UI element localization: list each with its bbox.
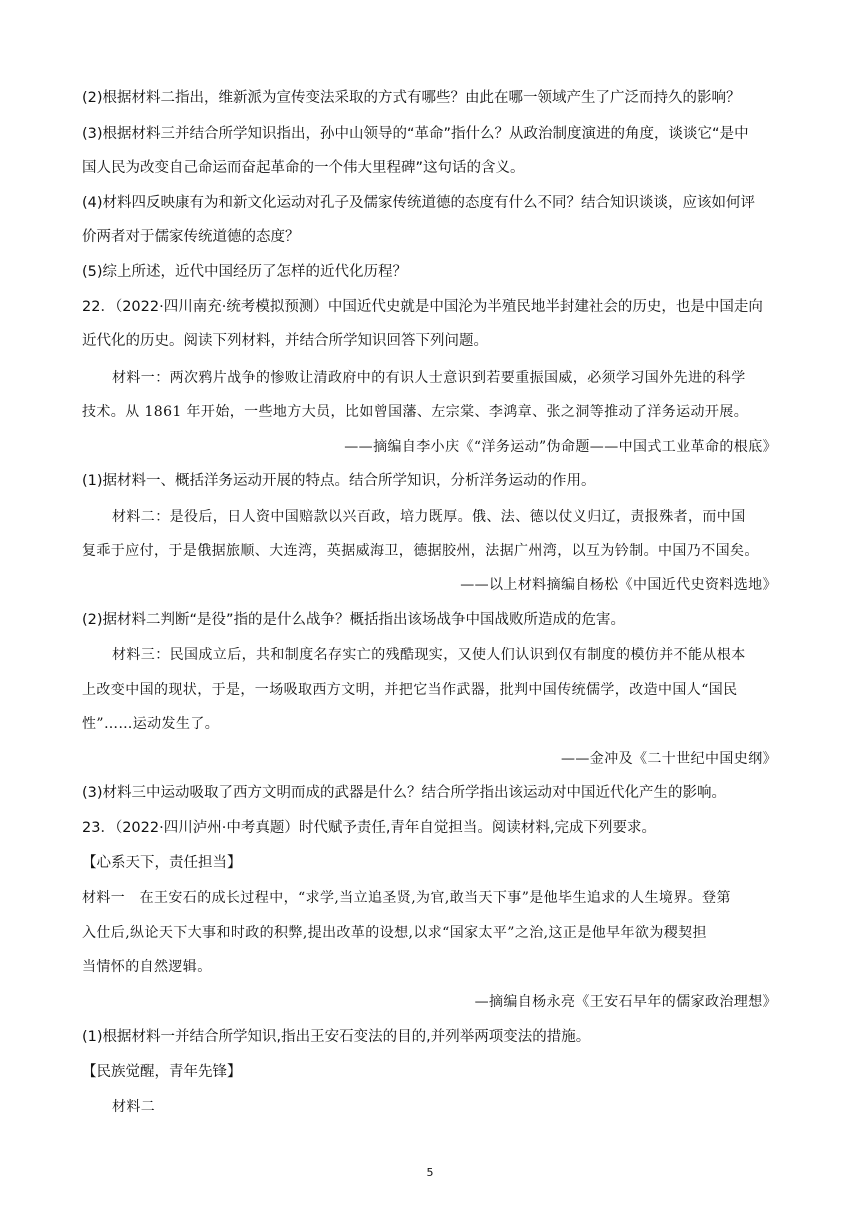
- section-heading: 【民族觉醒，青年先锋】: [82, 1064, 242, 1080]
- page-number: 5: [426, 1166, 434, 1179]
- question-line: (5)综上所述，近代中国经历了怎样的近代化历程？: [82, 264, 408, 280]
- material-text: 性”……运动发生了。: [82, 716, 220, 732]
- question-line: (3)根据材料三并结合所学知识指出，孙中山领导的“革命”指什么？从政治制度演进的角度，谈谈它“是中: [82, 126, 749, 142]
- question-heading: 22．（2022·四川南充·统考模拟预测）中国近代史就是中国沦为半殖民地半封建社会的历史，也是中国走向: [82, 299, 763, 315]
- material-label: 材料二: [112, 1099, 156, 1115]
- material-text: 材料二：是役后，日人资中国赔款以兴百政，培力既厚。俄、法、德以仗义归辽，责报殊者，而中国: [112, 509, 746, 525]
- question-line: (2)据材料二判断“是役”指的是什么战争？概括指出该场战争中国战败所造成的危害。: [82, 612, 626, 628]
- material-text: 技术。从 1861 年开始，一些地方大员，比如曾国藩、左宗棠、李鸿章、张之洞等推动了洋务运动开展。: [82, 404, 749, 420]
- question-heading: 23．（2022·四川泸州·中考真题）时代赋予责任,青年自觉担当。阅读材料,完成下列要求。: [82, 820, 657, 836]
- material-text: 材料一 在王安石的成长过程中，“求学,当立追圣贤,为官,敢当天下事”是他毕生追求的人生境界。登第: [82, 890, 731, 906]
- material-text: 当情怀的自然逻辑。: [82, 959, 212, 975]
- question-line: 近代化的历史。阅读下列材料，并结合所学知识回答下列问题。: [82, 333, 488, 349]
- question-line: (3)材料三中运动吸取了西方文明而成的武器是什么？结合所学指出该运动对中国近代化产生的影响。: [82, 785, 727, 801]
- material-text: 上改变中国的现状，于是，一场吸取西方文明，并把它当作武器，批判中国传统儒学，改造中国人“国民: [82, 682, 738, 698]
- citation: ——摘编自李小庆《“洋务运动”伪命题——中国式工业革命的根底》: [344, 439, 777, 455]
- question-line: (4)材料四反映康有为和新文化运动对孔子及儒家传统道德的态度有什么不同？结合知识谈谈，应该如何评: [82, 195, 756, 211]
- section-heading: 【心系天下，责任担当】: [82, 855, 242, 871]
- material-text: 入仕后,纵论天下大事和时政的积弊,提出改革的设想,以求“国家太平”之治,这正是他早年欲为稷契担: [82, 925, 707, 941]
- citation: ——以上材料摘编自杨松《中国近代史资料选地》: [460, 577, 777, 593]
- citation: ——金冲及《二十世纪中国史纲》: [561, 751, 777, 767]
- question-line: (1)据材料一、概括洋务运动开展的特点。结合所学知识，分析洋务运动的作用。: [82, 473, 596, 489]
- material-text: 材料三：民国成立后，共和制度名存实亡的残酷现实，又使人们认识到仅有制度的模仿并不能从根本: [112, 647, 746, 663]
- question-line: (2)根据材料二指出，维新派为宣传变法采取的方式有哪些？由此在哪一领域产生了广泛而持久的影响？: [82, 90, 741, 106]
- material-text: 复乖于应付，于是俄据旅顺、大连湾，英据威海卫，德据胶州，法据广州湾，以互为钤制。中国乃不国矣。: [82, 543, 759, 559]
- citation: —摘编自杨永亮《王安石早年的儒家政治理想》: [474, 994, 777, 1010]
- question-line: 价两者对于儒家传统道德的态度？: [82, 229, 300, 245]
- material-text: 材料一：两次鸦片战争的惨败让清政府中的有识人士意识到若要重振国威，必须学习国外先进的科学: [112, 370, 746, 386]
- question-line: 国人民为改变自己命运而奋起革命的一个伟大里程碑”这句话的含义。: [82, 160, 525, 176]
- question-line: (1)根据材料一并结合所学知识,指出王安石变法的目的,并列举两项变法的措施。: [82, 1029, 591, 1045]
